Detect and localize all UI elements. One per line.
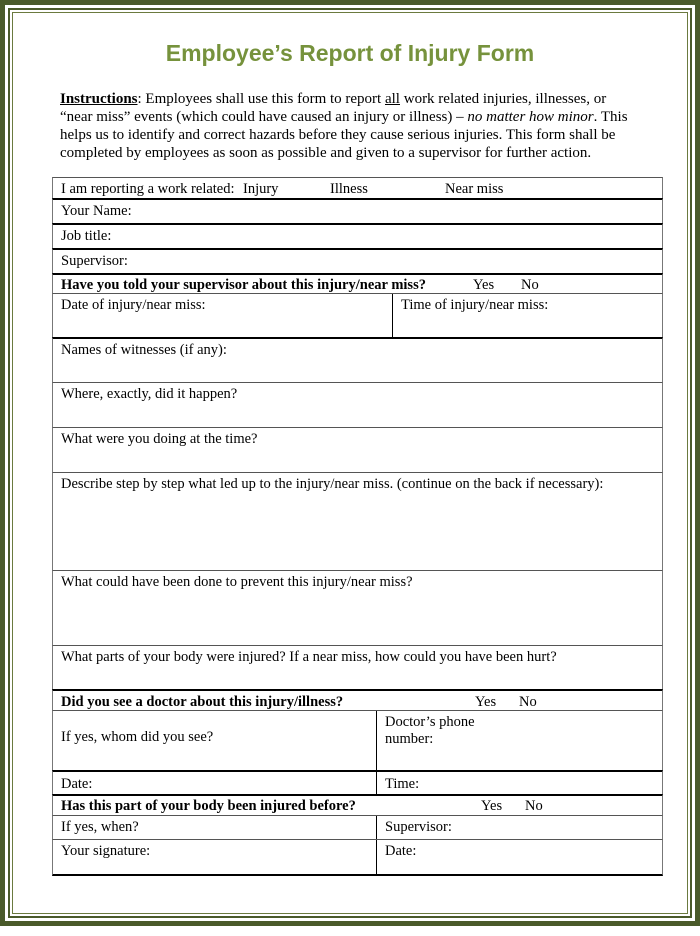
row-supervisor[interactable] (52, 248, 663, 273)
row-injured-before (52, 794, 663, 815)
date-injury-field[interactable]: Date of injury/near miss: (61, 297, 206, 313)
doctor-no[interactable]: No (519, 694, 537, 710)
told-supervisor-yes[interactable]: Yes (473, 277, 495, 293)
witnesses-field-label: Names of witnesses (if any): (61, 342, 227, 358)
row-doctor (52, 689, 663, 710)
row-date-time-injury (52, 293, 663, 337)
reporting-label: I am reporting a work related: (61, 181, 235, 197)
row-witnesses[interactable] (52, 337, 663, 382)
told-supervisor-no[interactable]: No (521, 277, 539, 293)
when-field[interactable]: If yes, when? (61, 819, 139, 835)
instructions-italic: no matter how minor (467, 109, 594, 125)
option-near-miss[interactable]: Near miss (445, 181, 504, 197)
supervisor-field-label: Supervisor: (61, 253, 128, 269)
form-title: Employee’s Report of Injury Form (165, 40, 535, 66)
instructions-text-1: : Employees shall use this form to report (137, 91, 385, 107)
doing-field-label: What were you doing at the time? (61, 431, 258, 447)
row-body-parts[interactable] (52, 645, 663, 689)
injured-before-yes[interactable]: Yes (481, 798, 503, 814)
injured-before-question: Has this part of your body been injured before? (61, 798, 356, 814)
supervisor2-field[interactable]: Supervisor: (376, 816, 662, 839)
option-illness[interactable]: Illness (330, 181, 368, 197)
row-whom (52, 710, 663, 770)
whom-field[interactable]: If yes, whom did you see? (61, 729, 214, 745)
injury-form (52, 177, 663, 876)
row-job-title[interactable] (52, 223, 663, 248)
doctor-yes[interactable]: Yes (475, 694, 497, 710)
instructions-text-3: . This helps us to identify and correct hazards before they cause serious injuries. This form shall be completed by employees as soon as possible and given to a supervisor for further action. (60, 109, 628, 161)
time-field[interactable]: Time: (376, 772, 662, 794)
job-title-field-label: Job title: (61, 228, 112, 244)
prevent-field-label: What could have been done to prevent this injury/near miss? (61, 574, 413, 590)
doctor-phone-label-1: Doctor’s phone (385, 714, 475, 730)
row-doing[interactable] (52, 427, 663, 472)
injured-before-no[interactable]: No (525, 798, 543, 814)
row-date-time (52, 770, 663, 794)
doctor-phone-label-2: number: (385, 731, 434, 747)
told-supervisor-question: Have you told your supervisor about this injury/near miss? (61, 277, 426, 293)
signature-field[interactable]: Your signature: (61, 843, 151, 859)
row-signature (52, 839, 663, 876)
doctor-question: Did you see a doctor about this injury/illness? (61, 694, 344, 710)
row-told-supervisor (52, 273, 663, 293)
describe-field-label: Describe step by step what led up to the injury/near miss. (continue on the back if necessary): (61, 476, 604, 492)
body-parts-field-label: What parts of your body were injured? If a near miss, how could you have been hurt? (61, 649, 557, 665)
where-field-label: Where, exactly, did it happen? (61, 386, 238, 402)
row-describe[interactable] (52, 472, 663, 570)
date-field[interactable]: Date: (61, 776, 93, 792)
name-field-label: Your Name: (61, 203, 132, 219)
option-injury[interactable]: Injury (243, 181, 279, 197)
instructions-label: Instructions (60, 91, 138, 107)
time-injury-field[interactable]: Time of injury/near miss: (392, 294, 662, 337)
row-where[interactable] (52, 382, 663, 427)
row-name[interactable] (52, 198, 663, 223)
signature-date-field[interactable]: Date: (376, 840, 662, 874)
row-reporting (52, 177, 663, 198)
instructions-emphasis: all (384, 91, 400, 107)
instructions-text-2: work related injuries, illnesses, or “near miss” events (which could have caused an injury or illness) – (60, 91, 607, 125)
doctor-phone-field[interactable] (376, 711, 662, 770)
row-prevent[interactable] (52, 570, 663, 645)
row-when-supervisor (52, 815, 663, 839)
instructions-paragraph (60, 90, 640, 162)
